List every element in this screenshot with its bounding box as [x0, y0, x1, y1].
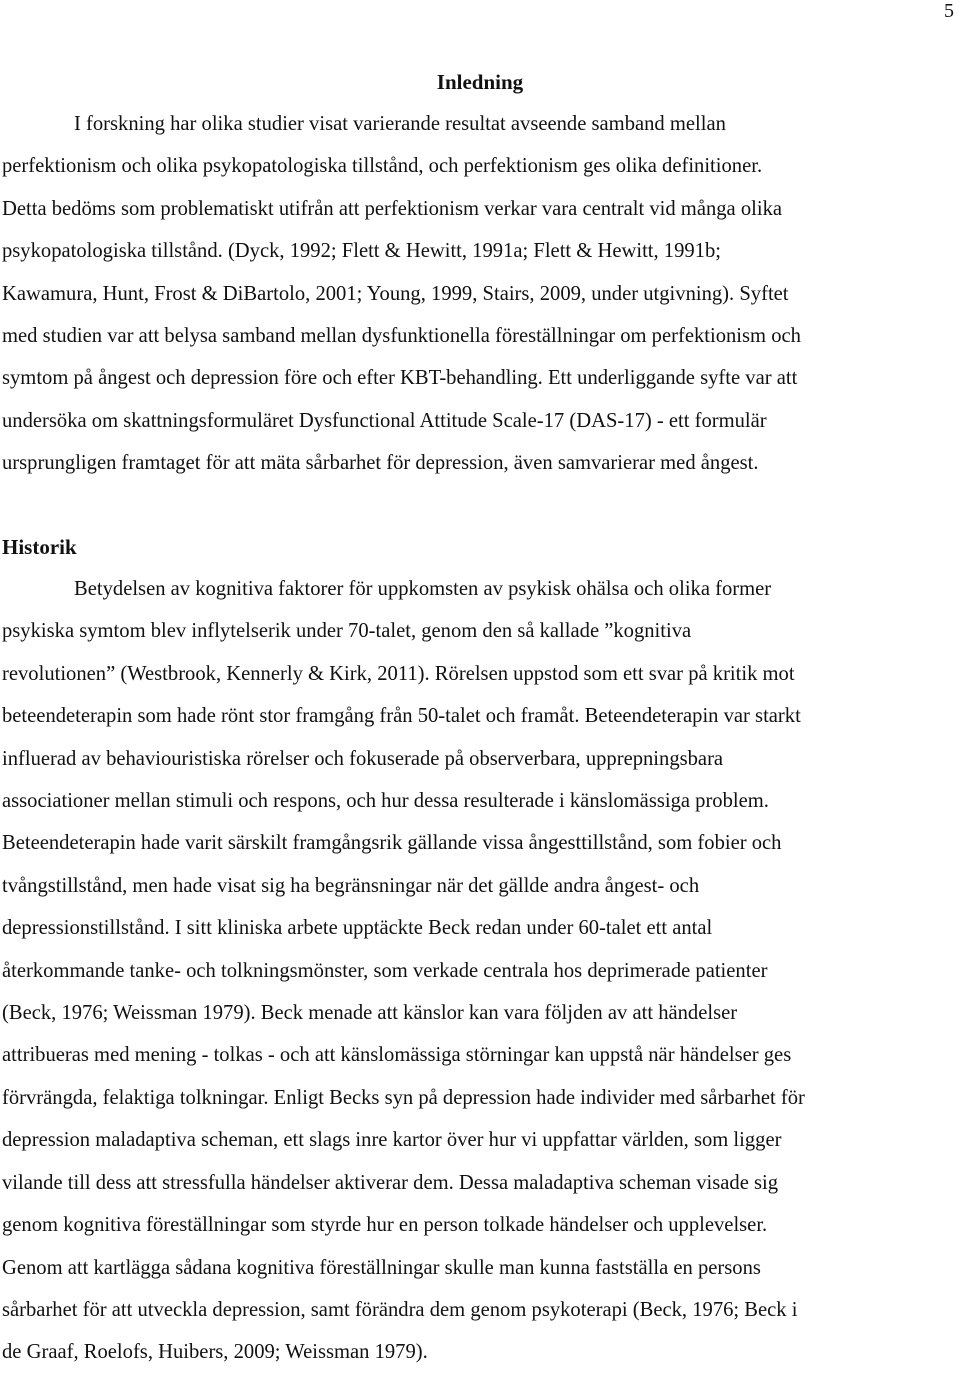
text-line: tvångstillstånd, men hade visat sig ha begränsningar när det gällde andra ångest- och	[2, 874, 700, 897]
paragraph-inledning	[2, 103, 958, 485]
text-line: associationer mellan stimuli och respons, och hur dessa resulterade i känslomässiga problem.	[2, 790, 769, 813]
text-line: Betydelsen av kognitiva faktorer för uppkomsten av psykisk ohälsa och olika former	[74, 578, 772, 600]
page-number: 5	[944, 0, 954, 22]
text-line: förvrängda, felaktiga tolkningar. Enligt Becks syn på depression hade individer med sårbarhet för	[2, 1086, 805, 1109]
text-line: beteendeterapin som hade rönt stor framgång från 50-talet och framåt. Beteendeterapin var starkt	[2, 705, 801, 728]
text-line: perfektionism och olika psykopatologiska tillstånd, och perfektionism ges olika definitioner.	[2, 155, 763, 178]
text-line: Beteendeterapin hade varit särskilt framgångsrik gällande vissa ångesttillstånd, som fobier och	[2, 832, 782, 855]
text-line: psykopatologiska tillstånd. (Dyck, 1992; Flett & Hewitt, 1991a; Flett & Hewitt, 1991b;	[2, 240, 722, 263]
text-line: revolutionen” (Westbrook, Kennerly & Kirk, 2011). Rörelsen uppstod som ett svar på kritik mot	[2, 662, 795, 685]
heading-historik: Historik	[2, 535, 77, 559]
paragraph-historik	[2, 568, 958, 1374]
text-line: psykiska symtom blev inflytelserik under 70-talet, genom den så kallade ”kognitiva	[2, 620, 692, 643]
text-line: med studien var att belysa samband mellan dysfunktionella föreställningar om perfektionism och	[2, 325, 801, 348]
text-line: depressionstillstånd. I sitt kliniska arbete upptäckte Beck redan under 60-talet ett antal	[2, 917, 713, 940]
text-line: Kawamura, Hunt, Frost & DiBartolo, 2001; Young, 1999, Stairs, 2009, under utgivning). Syftet	[2, 282, 789, 305]
heading-inledning: Inledning	[436, 70, 524, 94]
text-line: (Beck, 1976; Weissman 1979). Beck menade att känslor kan vara följden av att händelser	[2, 1002, 738, 1025]
text-line: influerad av behaviouristiska rörelser och fokuserade på observerbara, upprepningsbara	[2, 747, 724, 770]
text-line: Genom att kartlägga sådana kognitiva föreställningar skulle man kunna fastställa en persons	[2, 1256, 761, 1279]
text-line: symtom på ångest och depression före och efter KBT-behandling. Ett underliggande syfte var att	[2, 367, 798, 390]
text-line: de Graaf, Roelofs, Huibers, 2009; Weissman 1979).	[2, 1341, 428, 1364]
text-line: sårbarhet för att utveckla depression, samt förändra dem genom psykoterapi (Beck, 1976; Beck i	[2, 1298, 798, 1321]
text-line: I forskning har olika studier visat varierande resultat avseende samband mellan	[74, 113, 726, 135]
text-line: Detta bedöms som problematiskt utifrån att perfektionism verkar vara centralt vid många olika	[2, 197, 783, 220]
text-line: genom kognitiva föreställningar som styrde hur en person tolkade händelser och upplevelser.	[2, 1214, 768, 1237]
text-line: attribueras med mening - tolkas - och att känslomässiga störningar kan uppstå när händelser ges	[2, 1044, 792, 1067]
text-line: vilande till dess att stressfulla händelser aktiverar dem. Dessa maladaptiva scheman visade sig	[2, 1171, 779, 1194]
text-line: ursprungligen framtaget för att mäta sårbarhet för depression, även samvarierar med ångest.	[2, 452, 759, 475]
text-line: undersöka om skattningsformuläret Dysfunctional Attitude Scale-17 (DAS-17) - ett formulär	[2, 409, 767, 432]
text-line: återkommande tanke- och tolkningsmönster, som verkade centrala hos deprimerade patienter	[2, 959, 768, 982]
text-line: depression maladaptiva scheman, ett slags inre kartor över hur vi uppfattar världen, som ligger	[2, 1129, 782, 1152]
